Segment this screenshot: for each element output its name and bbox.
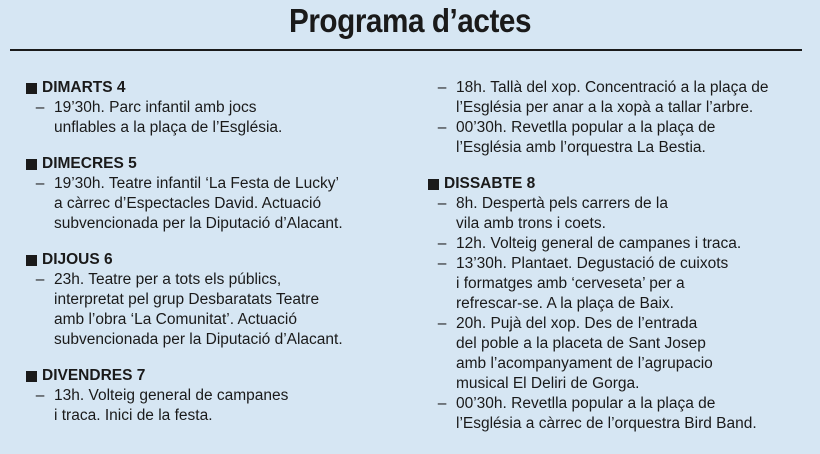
square-bullet-icon bbox=[26, 83, 37, 94]
square-bullet-icon bbox=[26, 371, 37, 382]
event-text-line: 8h. Despertà pels carrers de la bbox=[456, 195, 668, 212]
day-section bbox=[26, 154, 426, 234]
day-heading bbox=[26, 78, 426, 98]
event-text-line: 19’30h. Teatre infantil ‘La Festa de Lucky’ bbox=[54, 175, 339, 192]
dash-bullet: – bbox=[35, 99, 45, 116]
dash-bullet: – bbox=[437, 315, 447, 332]
event-text bbox=[456, 78, 820, 118]
day-heading bbox=[26, 366, 426, 386]
event-item bbox=[428, 194, 820, 234]
event-text bbox=[456, 234, 820, 254]
event-text-line: a càrrec d’Espectacles David. Actuació bbox=[54, 195, 322, 212]
day-label: DIMECRES 5 bbox=[42, 155, 137, 172]
right-column bbox=[428, 78, 820, 450]
day-label: DIVENDRES 7 bbox=[42, 367, 146, 384]
dash-bullet: – bbox=[437, 235, 447, 252]
event-item bbox=[26, 98, 426, 138]
event-text-line: del poble a la placeta de Sant Josep bbox=[456, 335, 706, 352]
dash-bullet: – bbox=[35, 387, 45, 404]
event-text bbox=[456, 254, 820, 314]
event-text bbox=[456, 194, 820, 234]
event-text bbox=[54, 98, 426, 138]
event-text bbox=[54, 386, 426, 426]
day-label: DISSABTE 8 bbox=[444, 175, 536, 192]
day-label: DIMARTS 4 bbox=[42, 79, 126, 96]
event-text-line: 13h. Volteig general de campanes bbox=[54, 387, 289, 404]
dash-bullet: – bbox=[437, 79, 447, 96]
event-item bbox=[428, 78, 820, 118]
event-text-line: l’Església a càrrec de l’orquestra Bird Band. bbox=[456, 415, 757, 432]
event-text-line: i formatges amb ‘cerveseta’ per a bbox=[456, 275, 685, 292]
event-text-line: subvencionada per la Diputació d’Alacant. bbox=[54, 215, 343, 232]
event-text-line: 12h. Volteig general de campanes i traca. bbox=[456, 235, 742, 252]
day-label: DIJOUS 6 bbox=[42, 251, 113, 268]
event-text-line: l’Església amb l’orquestra La Bestia. bbox=[456, 139, 706, 156]
day-heading bbox=[428, 174, 820, 194]
left-column bbox=[26, 78, 426, 442]
event-text bbox=[54, 174, 426, 234]
event-item bbox=[26, 270, 426, 350]
dash-bullet: – bbox=[35, 175, 45, 192]
event-text-line: i traca. Inici de la festa. bbox=[54, 407, 213, 424]
event-text-line: 19’30h. Parc infantil amb jocs bbox=[54, 99, 257, 116]
event-text-line: 18h. Tallà del xop. Concentració a la plaça de bbox=[456, 79, 769, 96]
dash-bullet: – bbox=[437, 255, 447, 272]
event-text bbox=[456, 394, 820, 434]
event-text bbox=[456, 118, 820, 158]
event-text-line: 20h. Pujà del xop. Des de l’entrada bbox=[456, 315, 698, 332]
event-text-line: amb l’acompanyament de l’agrupacio bbox=[456, 355, 713, 372]
day-section bbox=[428, 174, 820, 434]
event-item bbox=[428, 254, 820, 314]
event-text-line: interpretat pel grup Desbaratats Teatre bbox=[54, 291, 320, 308]
square-bullet-icon bbox=[428, 179, 439, 190]
dash-bullet: – bbox=[437, 195, 447, 212]
event-text-line: vila amb trons i coets. bbox=[456, 215, 606, 232]
day-section bbox=[26, 250, 426, 350]
day-section bbox=[26, 366, 426, 426]
event-text-line: musical El Deliri de Gorga. bbox=[456, 375, 640, 392]
day-heading bbox=[26, 154, 426, 174]
square-bullet-icon bbox=[26, 159, 37, 170]
event-text-line: l’Església per anar a la xopà a tallar l’arbre. bbox=[456, 99, 754, 116]
square-bullet-icon bbox=[26, 255, 37, 266]
event-text-line: 23h. Teatre per a tots els públics, bbox=[54, 271, 282, 288]
day-section bbox=[26, 78, 426, 138]
event-text-line: subvencionada per la Diputació d’Alacant. bbox=[54, 331, 343, 348]
event-text-line: 00’30h. Revetlla popular a la plaça de bbox=[456, 395, 716, 412]
event-item bbox=[428, 394, 820, 434]
dash-bullet: – bbox=[437, 395, 447, 412]
event-item bbox=[428, 314, 820, 394]
event-text-line: amb l’obra ‘La Comunitat’. Actuació bbox=[54, 311, 297, 328]
event-item bbox=[428, 234, 820, 254]
event-text-line: 00’30h. Revetlla popular a la plaça de bbox=[456, 119, 716, 136]
dash-bullet: – bbox=[437, 119, 447, 136]
title-divider bbox=[10, 49, 802, 51]
day-heading bbox=[26, 250, 426, 270]
continued-section bbox=[428, 78, 820, 158]
event-item bbox=[428, 118, 820, 158]
event-text-line: 13’30h. Plantaet. Degustació de cuixots bbox=[456, 255, 729, 272]
event-text-line: refrescar-se. A la plaça de Baix. bbox=[456, 295, 674, 312]
event-text bbox=[54, 270, 426, 350]
page-title: Programa d’actes bbox=[288, 2, 532, 39]
event-item bbox=[26, 174, 426, 234]
event-text-line: unflables a la plaça de l’Església. bbox=[54, 119, 283, 136]
event-text bbox=[456, 314, 820, 394]
event-item bbox=[26, 386, 426, 426]
dash-bullet: – bbox=[35, 271, 45, 288]
